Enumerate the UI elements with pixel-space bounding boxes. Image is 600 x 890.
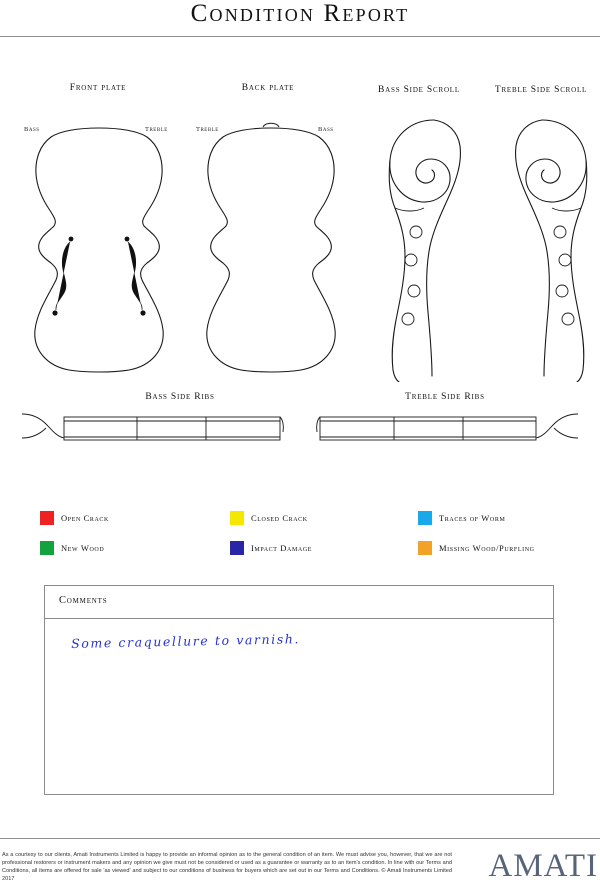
- legend-label-missing-wood-purfling: Missing Wood/Purfling: [439, 543, 535, 553]
- marker-front-bass: Bass: [24, 126, 40, 133]
- treble-side-ribs-diagram[interactable]: [315, 404, 580, 450]
- back-plate-diagram[interactable]: [186, 118, 356, 378]
- comments-value[interactable]: Some craquellure to varnish.: [71, 631, 301, 651]
- page-title: Condition Report: [190, 0, 410, 27]
- legend-item-impact-damage[interactable]: [230, 541, 312, 555]
- amati-logo: AMATI: [488, 848, 598, 884]
- legend-label-open-crack: Open Crack: [61, 513, 109, 523]
- comments-heading: Comments: [59, 595, 108, 606]
- comments-header: [45, 586, 553, 619]
- footer-disclaimer: As a courtesy to our clients, Amati Instruments Limited is happy to provide an informal opinion as to the general condition of an item. We must advise you, however, that we are not professional restorers or instrument makers and any opinion we give must not be considered or used as a guarantee or warranty as to an item's condition. In line with our Terms and Conditions, all items are offered for sale 'as viewed' and subject to our conditions of business for buyers which are set out in our Terms and Conditions. © Amati Instruments Limited 2017: [2, 852, 452, 882]
- legend-swatch-new-wood: [40, 541, 54, 555]
- legend-swatch-missing-wood-purfling: [418, 541, 432, 555]
- legend-swatch-open-crack: [40, 511, 54, 525]
- legend-swatch-impact-damage: [230, 541, 244, 555]
- legend-item-new-wood[interactable]: [40, 541, 104, 555]
- legend-label-traces-of-worm: Traces of Worm: [439, 513, 506, 523]
- marker-back-bass: Bass: [318, 126, 334, 133]
- comments-box[interactable]: [44, 585, 554, 795]
- legend-item-closed-crack[interactable]: [230, 511, 308, 525]
- legend-label-new-wood: New Wood: [61, 543, 105, 553]
- bass-side-ribs-diagram[interactable]: [20, 404, 285, 450]
- caption-bass-side-ribs: Bass Side Ribs: [145, 392, 215, 402]
- marker-back-treble: Treble: [196, 126, 219, 133]
- treble-side-scroll-diagram[interactable]: [492, 112, 600, 382]
- footer-divider: [0, 838, 600, 839]
- caption-bass-side-scroll: Bass Side Scroll: [378, 85, 460, 95]
- caption-back-plate: Back plate: [241, 83, 295, 93]
- caption-front-plate: Front plate: [69, 83, 127, 93]
- legend-swatch-traces-of-worm: [418, 511, 432, 525]
- front-plate-diagram[interactable]: [14, 118, 184, 378]
- legend-label-closed-crack: Closed Crack: [251, 513, 308, 523]
- legend-item-missing-wood-purfling[interactable]: [418, 541, 535, 555]
- legend-item-traces-of-worm[interactable]: [418, 511, 505, 525]
- legend-swatch-closed-crack: [230, 511, 244, 525]
- header-divider: [0, 36, 600, 37]
- legend-label-impact-damage: Impact Damage: [251, 543, 313, 553]
- caption-treble-side-ribs: Treble Side Ribs: [405, 392, 485, 402]
- legend-item-open-crack[interactable]: [40, 511, 109, 525]
- damage-legend: [40, 508, 580, 568]
- bass-side-scroll-diagram[interactable]: [374, 112, 484, 382]
- caption-treble-side-scroll: Treble Side Scroll: [494, 85, 588, 95]
- marker-front-treble: Treble: [145, 126, 168, 133]
